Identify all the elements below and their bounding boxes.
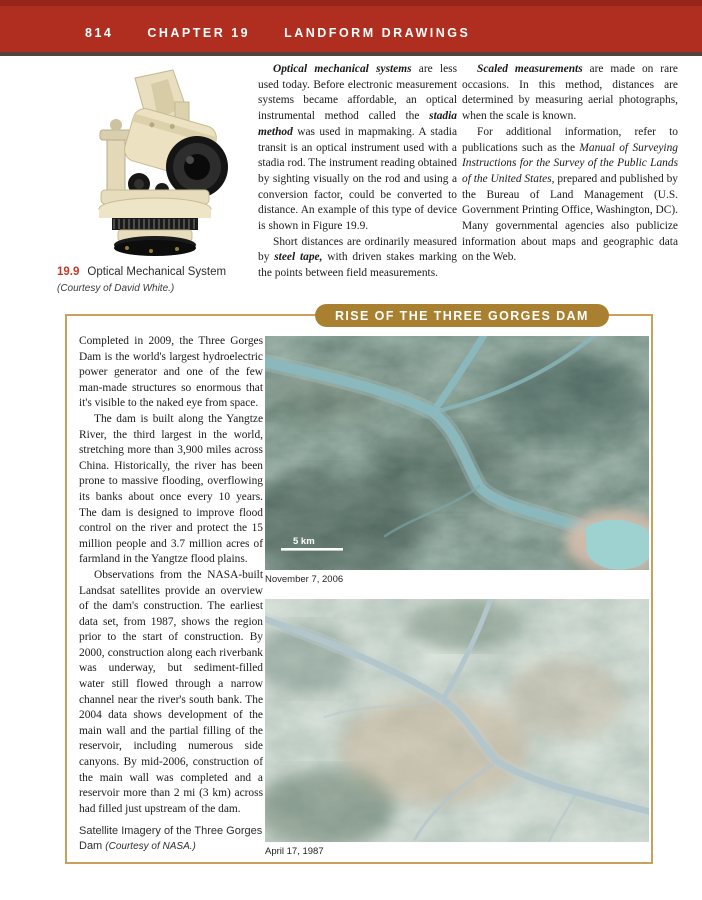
header-rule xyxy=(0,52,702,56)
figure-19-9-caption xyxy=(57,266,257,278)
paragraph-scaled-measurements: Scaled measurements are made on rare occasions. In this method, distances are determined by measuring aerial photographs, when the scale is known. xyxy=(462,63,678,123)
sidebar-text-column xyxy=(79,334,263,817)
chapter-label: CHAPTER 19 xyxy=(147,26,251,40)
scale-bar-label: 5 km xyxy=(293,536,315,547)
figure-19-9-photo xyxy=(55,62,255,258)
sidebar-title-pill: RISE OF THE THREE GORGES DAM xyxy=(315,304,609,327)
body-column-right xyxy=(462,62,678,266)
satellite-image-2006 xyxy=(265,336,649,570)
running-head xyxy=(85,26,470,40)
chapter-header-band xyxy=(0,0,702,52)
sidebar-paragraph-2: The dam is built along the Yangtze River, the third largest in the world, stretching more than 3,900 miles across China. Historically, the river has been prone to massive flooding, overflowing its banks about once every 10 years. The dam is designed to improve flood control on the river and protect the 15 million people and 3.7 million acres of farmland in the Yangtze flood plains. xyxy=(79,412,263,566)
figure-19-9-credit: (Courtesy of David White.) xyxy=(57,283,175,294)
paragraph-optical-mechanical: Optical mechanical systems are less used today. Before electronic measurement systems became affordable, an optical instrumental method called the stadia method was used in mapmaking. A stadia transit is an optical instrument used with a stadia rod. The instrument reading obtained by sighting visually on the rod and using a conversion factor, could be converted to distance. An example of this type of device is shown in Figure 19.9. xyxy=(258,63,457,233)
header-band-top-edge xyxy=(0,0,702,6)
sidebar-paragraph-1: Completed in 2009, the Three Gorges Dam is the world's largest hydroelectric power generator and one of the few man-made structures so enormous that it's visible to the naked eye from space. xyxy=(79,335,263,410)
figure-number: 19.9 xyxy=(57,266,80,278)
body-column-left xyxy=(258,62,457,282)
three-gorges-sidebar xyxy=(65,309,653,864)
sidebar-caption: Satellite Imagery of the Three Gorges Dam (Courtesy of NASA.) xyxy=(79,825,263,852)
sidebar-paragraph-3: Observations from the NASA-built Landsat satellites provide an overview of the dam's construction. The earliest data set, from 1987, shows the region prior to the start of construction. By 2000, construction along each riverbank was underway, but sediment-filled water still flowed through a narrow channel near the river's south bank. The 2004 data shows development of the main wall and the partial filling of the reservoir, including numerous side canyons. By mid-2006, construction of the main wall was completed and a reservoir more than 2 mi (3 km) across had filled just upstream of the dam. xyxy=(79,568,263,815)
image-date-1987: April 17, 1987 xyxy=(265,846,324,857)
image-date-2006: November 7, 2006 xyxy=(265,574,344,585)
paragraph-additional-information: For additional information, refer to publications such as the Manual of Surveying Instructions for the Survey of the Public Lands of the United States, prepared and published by the Bureau of Land Management (U.S. Government Printing Office, Washington, DC). Many governmental agencies also publicize information about maps and geographic data on the Web. xyxy=(462,125,679,264)
page-number: 814 xyxy=(85,26,114,40)
satellite-2006-rendering xyxy=(265,336,649,570)
satellite-image-1987 xyxy=(265,599,649,842)
figure-title: Optical Mechanical System xyxy=(87,266,227,278)
scale-bar-line xyxy=(281,548,343,551)
chapter-title: LANDFORM DRAWINGS xyxy=(284,26,471,40)
paragraph-steel-tape: Short distances are ordinarily measured by steel tape, with driven stakes marking the points between field measurements. xyxy=(258,235,457,280)
satellite-1987-rendering xyxy=(265,599,649,842)
optical-transit-illustration xyxy=(55,62,255,258)
